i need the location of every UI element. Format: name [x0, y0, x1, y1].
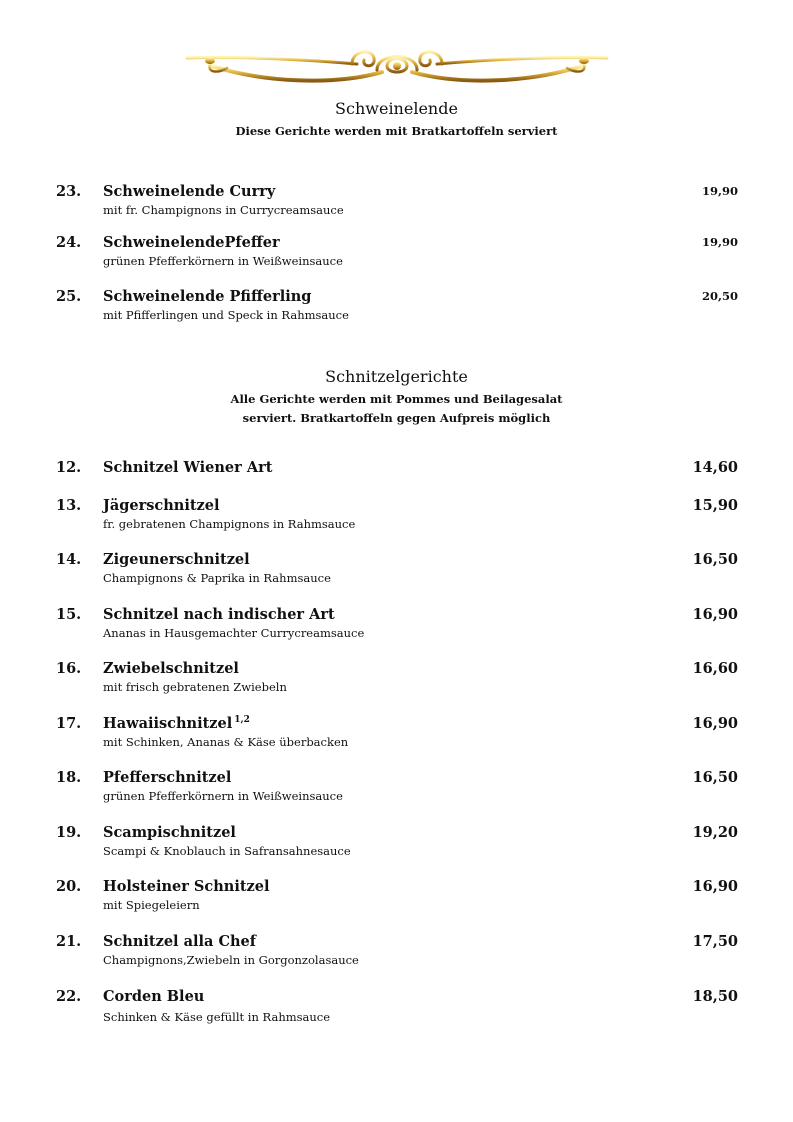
item-price: 16,90 [692, 715, 738, 732]
item-number: 15. [56, 606, 82, 623]
item-description: grünen Pfefferkörnern in Weißweinsauce [103, 254, 343, 268]
item-name [103, 715, 250, 732]
item-description: Champignons,Zwiebeln in Gorgonzolasauce [103, 953, 359, 967]
item-name: Schnitzel nach indischer Art [103, 606, 335, 623]
item-price: 16,60 [692, 660, 738, 677]
menu-item [0, 660, 793, 700]
item-price: 16,90 [692, 606, 738, 623]
item-price: 16,50 [692, 551, 738, 568]
item-description: Ananas in Hausgemachter Currycreamsauce [103, 626, 365, 640]
menu-item [0, 933, 793, 973]
item-price: 19,20 [692, 824, 738, 841]
menu-item [0, 824, 793, 864]
menu-item [0, 715, 793, 755]
item-price: 20,50 [701, 289, 738, 303]
item-description: Schinken & Käse gefüllt in Rahmsauce [103, 1010, 331, 1024]
item-name: Corden Bleu [103, 988, 205, 1005]
item-name: Schweinelende Curry [103, 183, 276, 200]
gold-ornament-divider [182, 42, 612, 92]
menu-item [0, 234, 793, 274]
item-name-text: Hawaiischnitzel [103, 715, 233, 732]
item-description: mit fr. Champignons in Currycreamsauce [103, 203, 344, 217]
item-name: Zigeunerschnitzel [103, 551, 250, 568]
item-name: Scampischnitzel [103, 824, 236, 841]
item-name: Jägerschnitzel [103, 497, 220, 514]
section-title-schnitzel: Schnitzelgerichte [325, 367, 468, 386]
item-number: 22. [56, 988, 82, 1005]
item-name: SchweinelendePfeffer [103, 234, 280, 251]
item-number: 14. [56, 551, 82, 568]
item-name: Schnitzel Wiener Art [103, 459, 273, 476]
item-number: 13. [56, 497, 82, 514]
item-name: Schweinelende Pfifferling [103, 288, 312, 305]
item-number: 24. [56, 234, 82, 251]
menu-item [0, 988, 793, 1028]
item-description: mit frisch gebratenen Zwiebeln [103, 680, 287, 694]
item-description: grünen Pfefferkörnern in Weißweinsauce [103, 789, 343, 803]
item-number: 21. [56, 933, 82, 950]
item-price: 16,90 [692, 878, 738, 895]
item-name: Schnitzel alla Chef [103, 933, 257, 950]
item-number: 20. [56, 878, 82, 895]
item-price: 19,90 [701, 184, 738, 198]
item-description: fr. gebratenen Champignons in Rahmsauce [103, 517, 356, 531]
section-title-schweinelende: Schweinelende [335, 99, 458, 118]
item-price: 14,60 [692, 459, 738, 476]
item-price: 18,50 [692, 988, 738, 1005]
item-number: 23. [56, 183, 82, 200]
item-number: 18. [56, 769, 82, 786]
section-subtitle-schnitzel-line2: serviert. Bratkartoffeln gegen Aufpreis möglich [242, 411, 551, 425]
menu-item [0, 551, 793, 591]
item-description: mit Schinken, Ananas & Käse überbacken [103, 735, 349, 749]
item-number: 17. [56, 715, 82, 732]
item-description: mit Pfifferlingen und Speck in Rahmsauce [103, 308, 349, 322]
section-subtitle-schweinelende: Diese Gerichte werden mit Bratkartoffeln serviert [235, 124, 558, 138]
item-description: Scampi & Knoblauch in Safransahnesauce [103, 844, 351, 858]
item-name: Holsteiner Schnitzel [103, 878, 270, 895]
menu-item [0, 878, 793, 918]
item-price: 17,50 [692, 933, 738, 950]
menu-item [0, 769, 793, 809]
menu-item [0, 288, 793, 328]
allergen-superscript: 1,2 [234, 715, 250, 726]
menu-item [0, 606, 793, 646]
item-price: 19,90 [701, 235, 738, 249]
item-name: Pfefferschnitzel [103, 769, 232, 786]
item-number: 25. [56, 288, 82, 305]
menu-item [0, 459, 793, 499]
item-number: 19. [56, 824, 82, 841]
item-number: 12. [56, 459, 82, 476]
item-description: Champignons & Paprika in Rahmsauce [103, 571, 331, 585]
item-name: Zwiebelschnitzel [103, 660, 239, 677]
item-number: 16. [56, 660, 82, 677]
menu-item [0, 183, 793, 223]
menu-item [0, 497, 793, 537]
item-price: 16,50 [692, 769, 738, 786]
section-subtitle-schnitzel-line1: Alle Gerichte werden mit Pommes und Beilagesalat [230, 392, 563, 406]
item-price: 15,90 [692, 497, 738, 514]
item-description: mit Spiegeleiern [103, 898, 200, 912]
